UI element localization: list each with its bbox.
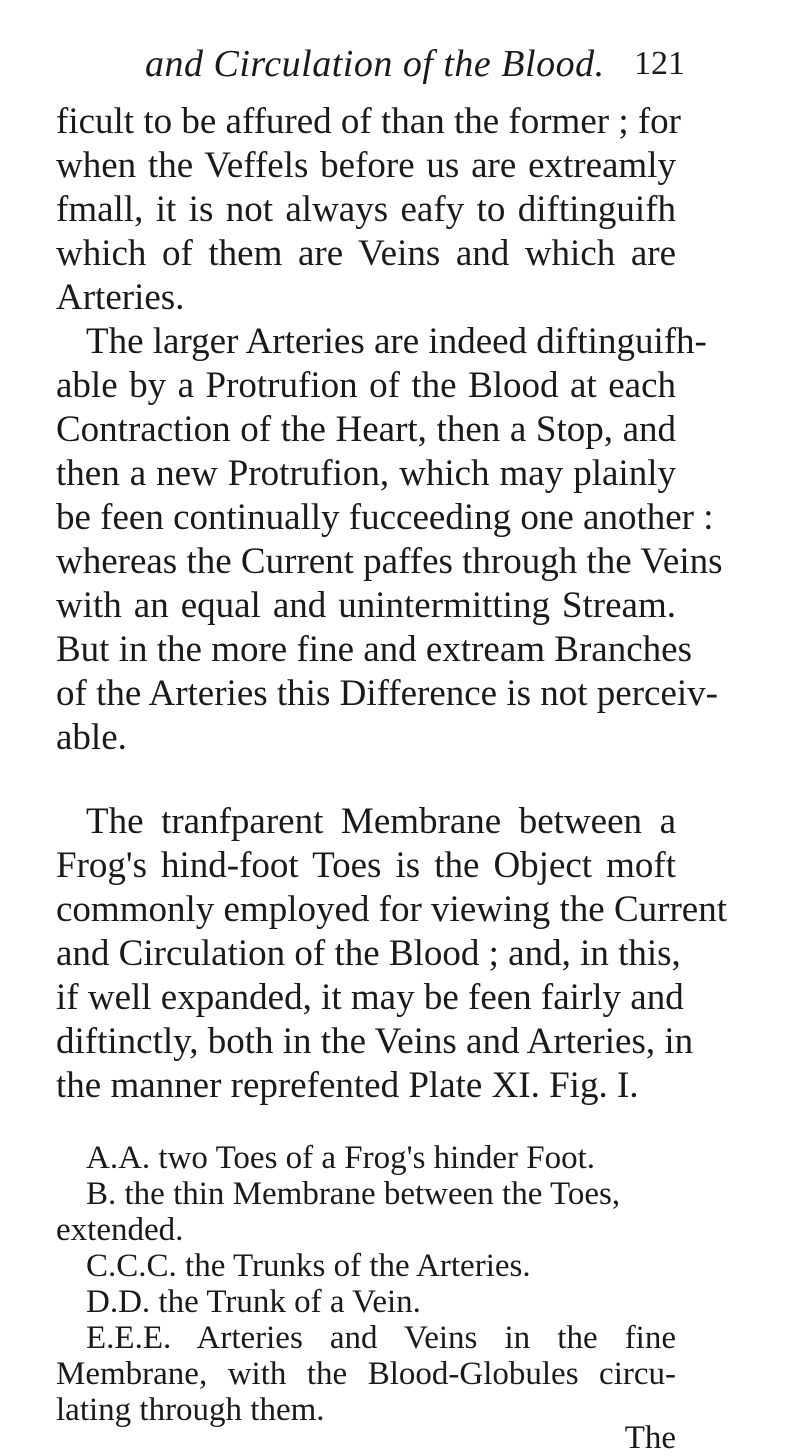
- running-head-title: and Circulation of the Blood.: [145, 43, 605, 85]
- text-line: of the Arteries this Difference is not perceiv-: [56, 673, 718, 714]
- text-line: if well expanded, it may be feen fairly and: [56, 977, 684, 1018]
- text-line: and Circulation of the Blood ; and, in this,: [56, 933, 681, 974]
- text-line: The tranfparent Membrane between a: [86, 801, 676, 842]
- text-line: then a new Protrufion, which may plainly: [56, 453, 676, 494]
- page-number: 121: [634, 45, 685, 82]
- text-line: But in the more fine and extream Branches: [56, 629, 692, 670]
- catchword: The: [624, 1420, 676, 1456]
- text-line: Arteries.: [56, 277, 185, 318]
- plate-legend-item: A.A. two Toes of a Frog's hinder Foot.: [86, 1140, 596, 1176]
- text-line: be feen continually fucceeding one another :: [56, 497, 714, 538]
- text-line: when the Veffels before us are extreamly: [56, 145, 676, 186]
- plate-legend-item: lating through them.: [56, 1392, 325, 1428]
- plate-legend-item: C.C.C. the Trunks of the Arteries.: [86, 1248, 531, 1284]
- text-line: ficult to be affured of than the former ; for: [56, 101, 681, 142]
- text-line: which of them are Veins and which are: [56, 233, 676, 274]
- text-line: whereas the Current paffes through the Veins: [56, 541, 723, 582]
- text-line: able by a Protrufion of the Blood at each: [56, 365, 676, 406]
- text-line: The larger Arteries are indeed diftinguifh-: [86, 321, 707, 362]
- text-line: commonly employed for viewing the Current: [56, 889, 727, 930]
- text-line: able.: [56, 717, 127, 758]
- plate-legend-item: E.E.E. Arteries and Veins in the fine: [86, 1320, 676, 1356]
- plate-legend-item: D.D. the Trunk of a Vein.: [86, 1284, 421, 1320]
- text-line: the manner reprefented Plate XI. Fig. I.: [56, 1065, 639, 1106]
- text-line: Contraction of the Heart, then a Stop, and: [56, 409, 676, 450]
- text-line: Frog's hind-foot Toes is the Object moft: [56, 845, 676, 886]
- plate-legend-item: Membrane, with the Blood-Globules circu-: [56, 1356, 676, 1392]
- running-head: [145, 42, 685, 92]
- plate-legend-item: extended.: [56, 1212, 184, 1248]
- text-line: diftinctly, both in the Veins and Arteries, in: [56, 1021, 694, 1062]
- text-line: fmall, it is not always eafy to diftinguifh: [56, 189, 676, 230]
- text-line: with an equal and unintermitting Stream.: [56, 585, 676, 626]
- plate-legend-item: B. the thin Membrane between the Toes,: [86, 1176, 621, 1212]
